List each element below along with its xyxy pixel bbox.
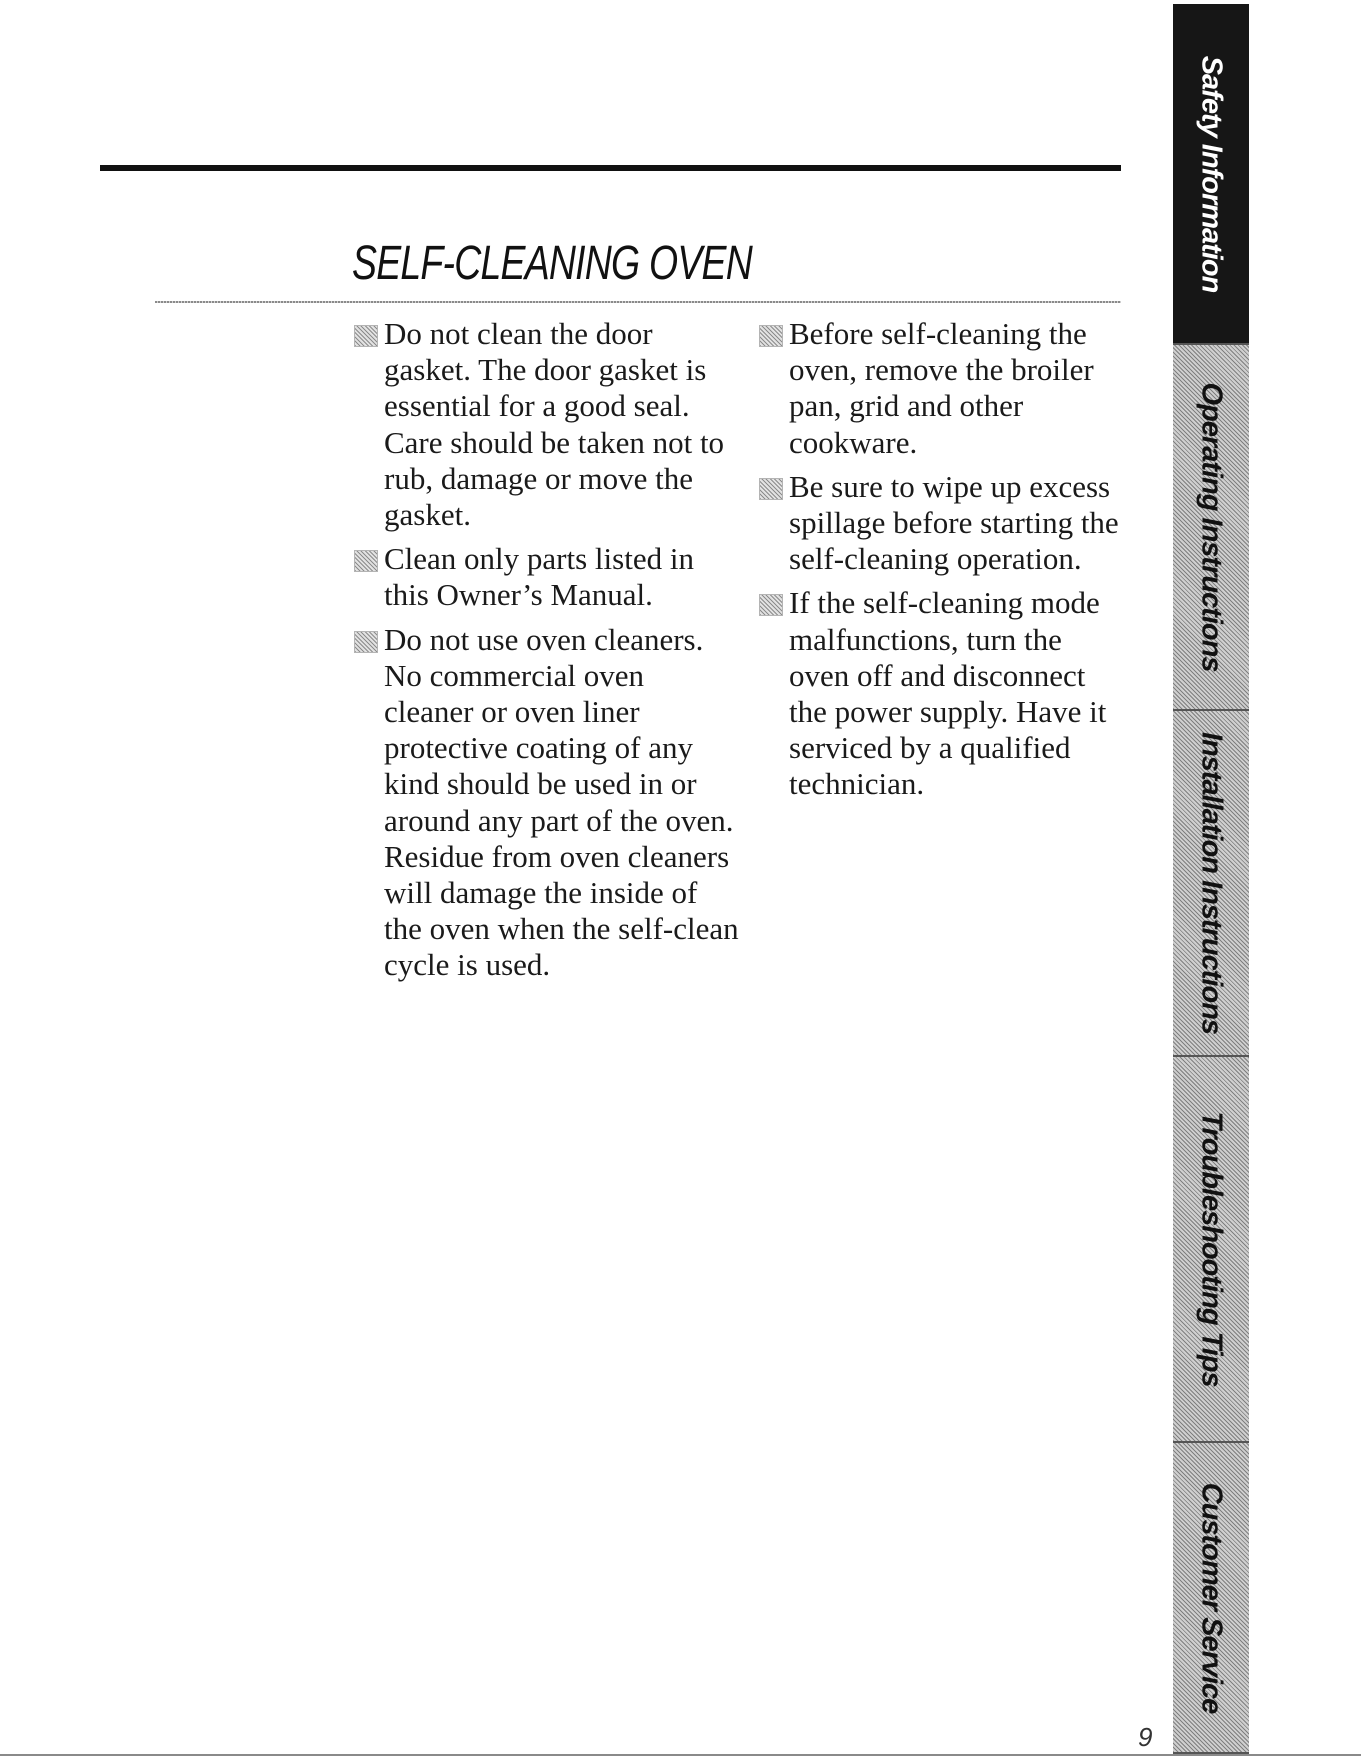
bullet-item <box>354 541 739 613</box>
page-number: 9 <box>1138 1722 1153 1752</box>
tab-installation-instructions[interactable] <box>1173 711 1249 1057</box>
tab-label: Customer Service <box>1195 1482 1228 1713</box>
square-bullet-icon <box>354 550 378 572</box>
page-bottom-rule <box>0 1754 1361 1756</box>
bullet-text: Be sure to wipe up excess spillage before starting the self-cleaning operation. <box>789 468 1119 577</box>
bullet-text: If the self-cleaning mode malfunctions, turn the oven off and disconnect the power supply. Have it serviced by a qualified technician. <box>789 585 1107 802</box>
section-tabs <box>1173 0 1249 1761</box>
right-column <box>759 316 1129 811</box>
bullet-text: Do not clean the door gasket. The door gasket is essential for a good seal. Care should be taken not to rub, damage or move the gasket. <box>384 316 725 533</box>
bullet-item <box>759 585 1129 802</box>
square-bullet-icon <box>354 631 378 653</box>
bullet-item <box>354 316 739 533</box>
square-bullet-icon <box>759 325 783 347</box>
tab-operating-instructions[interactable] <box>1173 345 1249 711</box>
tab-label: Operating Instructions <box>1195 382 1228 672</box>
bullet-item <box>354 622 739 984</box>
bullet-item <box>759 469 1129 578</box>
square-bullet-icon <box>354 325 378 347</box>
header-rule <box>100 165 1121 171</box>
bullet-text: Clean only parts listed in this Owner’s Manual. <box>384 541 694 613</box>
tab-label: Installation Instructions <box>1195 731 1228 1035</box>
square-bullet-icon <box>759 478 783 500</box>
tab-label: Troubleshooting Tips <box>1195 1111 1228 1387</box>
title-underline <box>155 301 1121 303</box>
tab-safety-information[interactable] <box>1173 4 1249 345</box>
bullet-text: Do not use oven cleaners. No commercial oven cleaner or oven liner protective coating of any kind should be used in or around any part of the oven. Residue from oven cleaners will damage the inside of the oven when the self-clean cycle is used. <box>384 621 739 983</box>
bullet-item <box>759 316 1129 461</box>
tab-troubleshooting-tips[interactable] <box>1173 1057 1249 1443</box>
bullet-text: Before self-cleaning the oven, remove the broiler pan, grid and other cookware. <box>789 316 1094 460</box>
tab-customer-service[interactable] <box>1173 1443 1249 1754</box>
section-title: SELF-CLEANING OVEN <box>352 237 752 290</box>
square-bullet-icon <box>759 594 783 616</box>
tab-label: Safety Information <box>1195 55 1228 292</box>
left-column <box>354 316 739 992</box>
